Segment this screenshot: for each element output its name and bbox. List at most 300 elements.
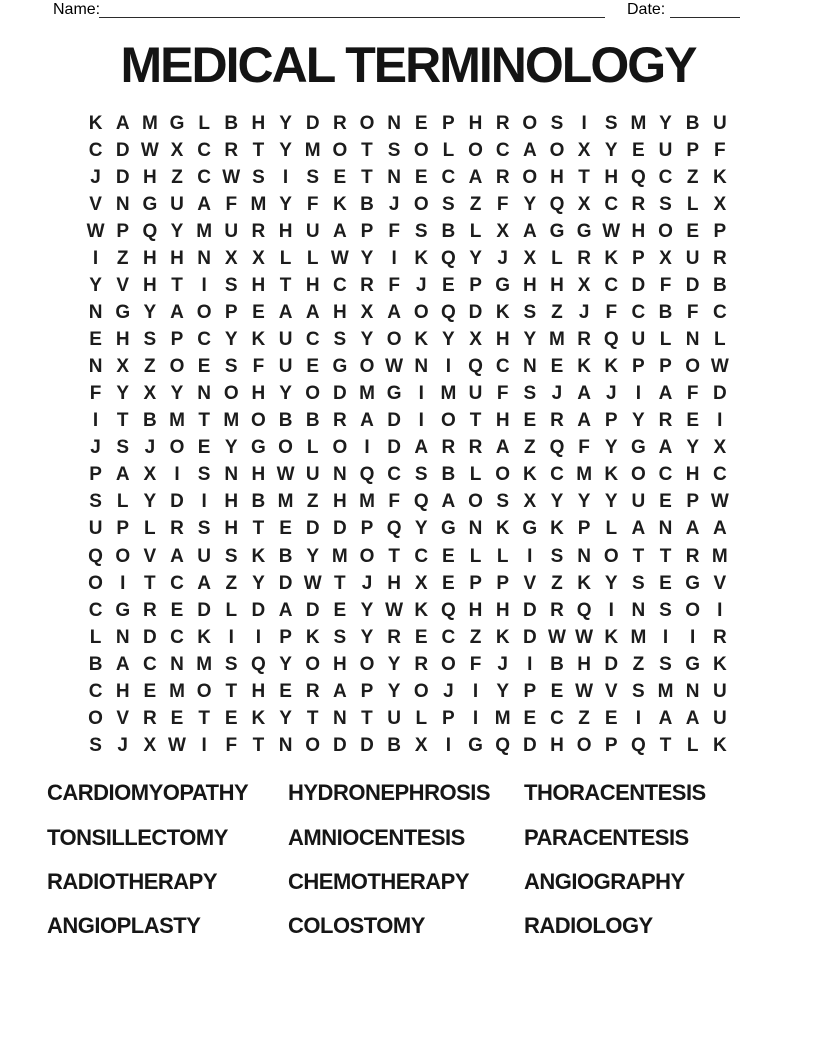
grid-letter: R <box>550 410 564 432</box>
grid-letter: Y <box>252 572 265 594</box>
grid-letter: H <box>251 274 266 296</box>
grid-letter: V <box>89 193 102 215</box>
grid-letter: X <box>523 247 537 269</box>
grid-letter: D <box>115 139 130 161</box>
grid-letter: D <box>332 518 347 540</box>
grid-letter: O <box>196 301 212 323</box>
grid-letter: I <box>690 626 696 648</box>
grid-letter: D <box>332 383 347 405</box>
grid-letter: Y <box>442 329 455 351</box>
grid-letter: P <box>686 491 699 513</box>
grid-letter: Q <box>603 329 619 351</box>
grid-letter: C <box>142 653 157 675</box>
grid-letter: H <box>631 220 646 242</box>
grid-letter: E <box>550 680 564 702</box>
grid-letter: Y <box>170 383 184 405</box>
grid-letter: S <box>306 166 320 188</box>
grid-letter: M <box>169 410 185 432</box>
grid-letter: T <box>306 707 319 729</box>
grid-letter: Z <box>116 247 129 269</box>
grid-letter: G <box>115 301 131 323</box>
grid-letter: I <box>92 247 99 269</box>
grid-letter: K <box>332 193 347 215</box>
grid-letter: O <box>468 139 483 161</box>
grid-letter: O <box>386 329 402 351</box>
grid-letter: N <box>522 356 537 378</box>
grid-letter: I <box>201 734 207 756</box>
grid-letter: A <box>387 301 401 323</box>
grid-letter: H <box>495 410 510 432</box>
grid-letter: R <box>142 599 157 621</box>
grid-letter: I <box>635 383 642 405</box>
grid-letter: S <box>523 383 537 405</box>
grid-letter: S <box>414 220 428 242</box>
grid-letter: T <box>198 410 210 432</box>
grid-letter: X <box>170 139 184 161</box>
grid-letter: G <box>685 572 701 594</box>
grid-letter: D <box>522 599 537 621</box>
grid-letter: S <box>224 545 238 567</box>
grid-letter: Y <box>414 518 428 540</box>
grid-letter: F <box>578 437 590 459</box>
grid-letter: Z <box>686 166 699 188</box>
grid-letter: S <box>252 166 265 188</box>
grid-letter: U <box>224 220 239 242</box>
grid-letter: X <box>577 274 591 296</box>
grid-letter: F <box>225 734 238 756</box>
grid-letter: P <box>360 220 374 242</box>
grid-letter: K <box>251 545 266 567</box>
grid-letter: T <box>116 410 129 432</box>
grid-letter: C <box>88 680 103 702</box>
grid-letter: C <box>658 464 673 486</box>
grid-letter: I <box>418 383 424 405</box>
grid-letter: H <box>251 464 266 486</box>
grid-letter: G <box>685 653 701 675</box>
word-list-item: TONSILLECTOMY <box>47 824 228 850</box>
grid-letter: P <box>469 572 482 594</box>
grid-letter: O <box>278 437 293 459</box>
grid-letter: H <box>251 680 266 702</box>
letter-grid <box>82 110 733 760</box>
grid-letter: D <box>305 599 320 621</box>
grid-letter: O <box>169 437 185 459</box>
grid-letter: H <box>142 274 157 296</box>
grid-letter: D <box>170 491 184 513</box>
grid-letter: E <box>333 166 347 188</box>
grid-letter: A <box>332 680 347 702</box>
grid-letter: V <box>523 572 537 594</box>
grid-letter: H <box>115 329 130 351</box>
grid-letter: K <box>604 626 619 648</box>
grid-letter: Y <box>170 220 184 242</box>
grid-letter: R <box>658 410 673 432</box>
grid-letter: H <box>387 572 401 594</box>
grid-letter: I <box>445 734 452 756</box>
grid-letter: O <box>413 680 429 702</box>
grid-letter: M <box>549 329 565 351</box>
grid-letter: K <box>550 518 564 540</box>
grid-letter: K <box>712 734 727 756</box>
grid-letter: F <box>252 356 265 378</box>
grid-letter: O <box>305 383 321 405</box>
grid-letter: R <box>332 112 347 134</box>
grid-letter: D <box>604 653 619 675</box>
grid-letter: K <box>251 707 266 729</box>
name-fill-line <box>99 0 605 18</box>
grid-letter: L <box>714 329 726 351</box>
page-title: MEDICAL TERMINOLOGY <box>120 37 696 93</box>
grid-letter: J <box>497 653 508 675</box>
grid-letter: P <box>523 680 537 702</box>
grid-letter: O <box>658 220 673 242</box>
grid-letter: H <box>495 329 510 351</box>
grid-letter: C <box>387 464 401 486</box>
grid-letter: E <box>197 356 211 378</box>
grid-letter: Y <box>279 653 292 675</box>
grid-letter: E <box>632 139 645 161</box>
grid-letter: Z <box>306 491 319 513</box>
grid-letter: X <box>224 247 238 269</box>
grid-letter: S <box>224 653 238 675</box>
grid-letter: X <box>143 383 157 405</box>
grid-letter: Y <box>360 247 374 269</box>
grid-letter: Y <box>604 572 618 594</box>
grid-letter: U <box>712 680 727 702</box>
grid-letter: M <box>440 383 457 405</box>
grid-letter: R <box>305 680 320 702</box>
grid-letter: A <box>170 545 184 567</box>
grid-letter: L <box>686 734 699 756</box>
grid-letter: K <box>712 653 727 675</box>
grid-letter: E <box>197 437 211 459</box>
grid-letter: R <box>142 707 157 729</box>
grid-letter: P <box>659 356 672 378</box>
grid-letter: N <box>170 653 184 675</box>
grid-letter: G <box>630 437 646 459</box>
grid-letter: X <box>414 734 428 756</box>
grid-letter: J <box>388 193 400 215</box>
grid-letter: I <box>608 599 614 621</box>
word-list-item: COLOSTOMY <box>288 913 425 939</box>
grid-letter: I <box>282 166 289 188</box>
grid-letter: A <box>685 707 700 729</box>
grid-letter: W <box>710 491 729 513</box>
grid-letter: L <box>605 518 618 540</box>
grid-letter: U <box>712 707 727 729</box>
grid-letter: A <box>658 437 673 459</box>
grid-letter: O <box>332 437 348 459</box>
grid-letter: T <box>252 518 265 540</box>
grid-letter: Y <box>306 545 320 567</box>
grid-letter: T <box>659 545 672 567</box>
grid-letter: Q <box>441 247 456 269</box>
grid-letter: S <box>333 626 347 648</box>
word-list-column <box>288 771 490 949</box>
grid-letter: O <box>522 112 538 134</box>
grid-letter: T <box>279 274 292 296</box>
word-list-item: PARACENTESIS <box>524 824 689 850</box>
grid-letter: M <box>169 680 185 702</box>
grid-letter: O <box>441 653 456 675</box>
grid-letter: O <box>549 139 565 161</box>
grid-letter: G <box>468 734 483 756</box>
grid-letter: L <box>686 193 699 215</box>
grid-letter: B <box>658 301 673 323</box>
grid-letter: I <box>174 464 180 486</box>
grid-letter: E <box>442 274 455 296</box>
grid-letter: E <box>170 707 184 729</box>
grid-letter: A <box>197 193 211 215</box>
grid-letter: K <box>495 518 510 540</box>
grid-letter: X <box>143 734 157 756</box>
grid-letter: I <box>201 274 207 296</box>
grid-letter: J <box>497 247 508 269</box>
grid-letter: B <box>550 653 564 675</box>
grid-letter: M <box>141 112 158 134</box>
grid-letter: F <box>496 383 509 405</box>
grid-letter: H <box>550 734 564 756</box>
grid-letter: E <box>333 599 347 621</box>
grid-letter: Q <box>359 464 375 486</box>
grid-letter: Y <box>116 383 130 405</box>
grid-letter: V <box>713 572 727 594</box>
grid-letter: G <box>142 193 158 215</box>
grid-letter: E <box>89 329 102 351</box>
grid-letter: N <box>332 707 347 729</box>
grid-letter: G <box>251 437 266 459</box>
grid-letter: N <box>224 464 239 486</box>
grid-letter: K <box>305 626 320 648</box>
grid-letter: X <box>496 220 510 242</box>
grid-letter: U <box>685 247 700 269</box>
grid-letter: J <box>605 383 617 405</box>
grid-letter: H <box>685 464 700 486</box>
grid-letter: P <box>224 301 238 323</box>
grid-letter: D <box>468 301 483 323</box>
grid-letter: R <box>414 653 429 675</box>
grid-letter: G <box>386 383 402 405</box>
grid-letter: C <box>604 193 619 215</box>
grid-letter: S <box>550 545 564 567</box>
grid-letter: W <box>168 734 186 756</box>
grid-letter: F <box>686 383 699 405</box>
grid-letter: A <box>360 410 374 432</box>
grid-letter: Y <box>387 680 401 702</box>
grid-letter: Z <box>551 301 563 323</box>
grid-letter: O <box>251 410 266 432</box>
grid-letter: Y <box>360 626 374 648</box>
grid-letter: M <box>576 464 593 486</box>
grid-letter: Q <box>441 599 456 621</box>
grid-letter: X <box>252 247 265 269</box>
grid-letter: E <box>279 518 292 540</box>
grid-letter: C <box>441 626 456 648</box>
grid-letter: F <box>496 193 509 215</box>
grid-letter: T <box>361 139 373 161</box>
grid-letter: W <box>86 220 105 242</box>
grid-letter: H <box>170 247 184 269</box>
grid-letter: W <box>385 356 404 378</box>
grid-letter: M <box>304 139 321 161</box>
grid-letter: M <box>711 545 728 567</box>
grid-letter: D <box>522 626 537 648</box>
word-list-item: HYDRONEPHROSIS <box>288 780 491 806</box>
grid-letter: Q <box>441 301 456 323</box>
grid-letter: Q <box>630 734 646 756</box>
grid-letter: R <box>712 626 727 648</box>
grid-letter: I <box>472 707 479 729</box>
grid-letter: Z <box>469 626 482 648</box>
grid-letter: W <box>330 247 349 269</box>
grid-letter: D <box>387 437 401 459</box>
grid-letter: U <box>278 329 293 351</box>
grid-letter: I <box>391 247 397 269</box>
grid-letter: Z <box>632 653 645 675</box>
grid-letter: E <box>224 707 238 729</box>
grid-letter: J <box>415 274 427 296</box>
grid-letter: C <box>332 274 347 296</box>
grid-letter: H <box>332 301 347 323</box>
grid-letter: T <box>469 410 482 432</box>
grid-letter: O <box>495 464 511 486</box>
grid-letter: P <box>442 707 455 729</box>
grid-letter: C <box>170 572 184 594</box>
grid-letter: Y <box>550 491 564 513</box>
grid-letter: E <box>414 112 428 134</box>
grid-letter: A <box>115 464 130 486</box>
grid-letter: L <box>225 599 238 621</box>
grid-letter: S <box>496 491 510 513</box>
grid-letter: E <box>442 572 455 594</box>
grid-letter: D <box>631 274 646 296</box>
grid-letter: F <box>388 274 400 296</box>
grid-letter: Y <box>279 139 292 161</box>
grid-letter: E <box>414 166 428 188</box>
grid-letter: K <box>88 112 103 134</box>
grid-letter: M <box>223 410 240 432</box>
grid-letter: E <box>279 680 292 702</box>
grid-letter: G <box>115 599 131 621</box>
grid-letter: H <box>550 166 564 188</box>
grid-letter: O <box>413 139 429 161</box>
grid-letter: M <box>196 653 213 675</box>
grid-letter: Z <box>171 166 183 188</box>
grid-letter: C <box>197 329 211 351</box>
grid-letter: C <box>88 139 103 161</box>
grid-letter: E <box>442 545 455 567</box>
grid-letter: H <box>251 383 266 405</box>
grid-letter: Y <box>360 599 374 621</box>
grid-letter: Y <box>279 193 292 215</box>
grid-letter: J <box>144 437 156 459</box>
grid-letter: T <box>659 734 672 756</box>
grid-letter: D <box>142 626 157 648</box>
grid-letter: T <box>361 166 373 188</box>
grid-letter: Y <box>523 193 537 215</box>
grid-letter: I <box>92 410 99 432</box>
grid-letter: P <box>577 518 591 540</box>
grid-letter: T <box>361 707 373 729</box>
grid-letter: P <box>686 139 699 161</box>
name-label: Name: <box>53 1 101 18</box>
grid-letter: B <box>305 410 320 432</box>
grid-letter: M <box>331 545 348 567</box>
grid-letter: O <box>115 545 131 567</box>
grid-letter: E <box>523 410 537 432</box>
grid-letter: I <box>717 410 723 432</box>
grid-letter: T <box>225 680 238 702</box>
grid-letter: A <box>631 518 646 540</box>
grid-letter: M <box>277 491 294 513</box>
grid-letter: B <box>387 734 401 756</box>
grid-letter: I <box>120 572 126 594</box>
grid-letter: C <box>550 707 564 729</box>
grid-letter: H <box>604 166 619 188</box>
grid-letter: S <box>89 491 102 513</box>
grid-letter: Q <box>576 599 592 621</box>
grid-letter: C <box>441 166 456 188</box>
grid-letter: R <box>387 626 401 648</box>
grid-letter: M <box>196 220 213 242</box>
grid-letter: R <box>251 220 266 242</box>
grid-letter: E <box>550 356 564 378</box>
grid-letter: W <box>602 220 621 242</box>
grid-letter: G <box>549 220 565 242</box>
grid-letter: A <box>305 301 320 323</box>
grid-letter: C <box>550 464 564 486</box>
grid-letter: T <box>578 166 590 188</box>
grid-letter: N <box>685 680 700 702</box>
grid-letter: R <box>495 166 510 188</box>
grid-letter: R <box>332 410 347 432</box>
grid-letter: B <box>278 545 293 567</box>
grid-letter: A <box>332 220 347 242</box>
grid-letter: R <box>685 545 700 567</box>
grid-letter: J <box>551 383 563 405</box>
grid-letter: L <box>415 707 428 729</box>
grid-letter: O <box>359 545 375 567</box>
grid-letter: H <box>142 166 157 188</box>
grid-letter: L <box>442 139 455 161</box>
grid-letter: A <box>115 653 130 675</box>
grid-letter: L <box>306 247 319 269</box>
grid-letter: N <box>468 518 483 540</box>
grid-letter: O <box>305 734 321 756</box>
grid-letter: X <box>577 193 591 215</box>
grid-letter: W <box>222 166 241 188</box>
grid-letter: F <box>469 653 482 675</box>
grid-letter: A <box>658 707 673 729</box>
grid-letter: D <box>522 734 537 756</box>
grid-letter: C <box>414 545 429 567</box>
grid-letter: N <box>685 329 700 351</box>
grid-letter: H <box>332 653 347 675</box>
grid-letter: T <box>632 545 645 567</box>
grid-letter: S <box>550 112 564 134</box>
grid-letter: Q <box>495 734 511 756</box>
grid-letter: C <box>197 139 211 161</box>
grid-letter: K <box>414 247 429 269</box>
grid-letter: J <box>90 166 101 188</box>
grid-letter: Q <box>549 193 565 215</box>
grid-letter: B <box>712 274 727 296</box>
grid-letter: B <box>360 193 374 215</box>
grid-letter: S <box>414 464 428 486</box>
grid-letter: D <box>685 274 700 296</box>
grid-letter: F <box>225 193 238 215</box>
grid-letter: Q <box>549 437 565 459</box>
